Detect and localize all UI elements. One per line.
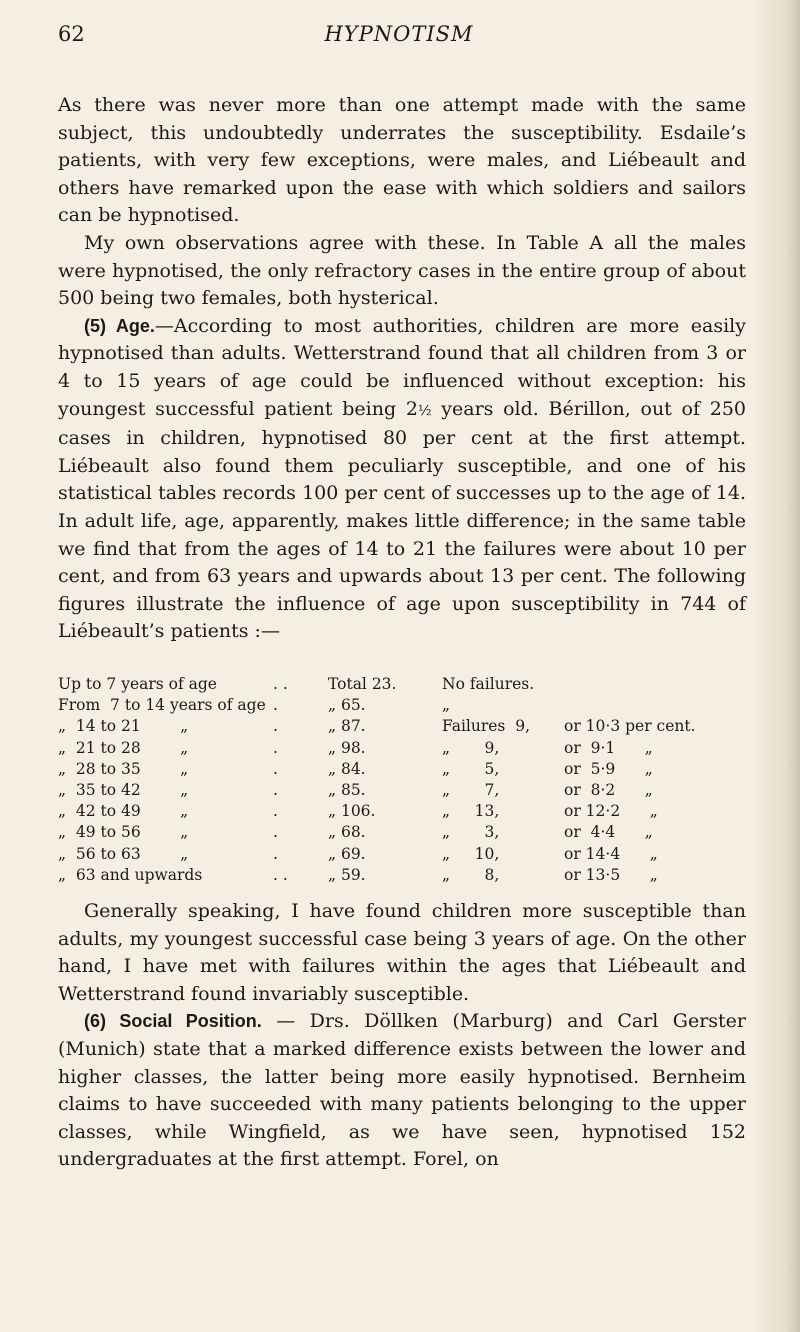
table-row xyxy=(58,695,758,716)
table-row xyxy=(58,759,758,780)
row-percent: or 14·4 „ xyxy=(564,844,658,863)
row-percent: or 8·2 „ xyxy=(564,780,653,799)
row-total: „ 65. xyxy=(328,696,366,715)
row-failures: No failures. xyxy=(442,675,535,693)
row-total: „ 85. xyxy=(328,780,366,799)
row-total: Total 23. xyxy=(328,675,397,693)
row-total: „ 59. xyxy=(328,865,366,884)
row-leader-dots: . xyxy=(273,696,278,715)
row-age-label: „ 49 to 56 „ xyxy=(58,823,189,842)
page-edge-shadow xyxy=(752,0,800,1332)
paragraph-1: As there was never more than one attempt made with the same subject, this undoubtedly underrates the susceptibility. Esdaile’s patients, with very few exceptions, were males, and Liébeault and others have remarked upon the ease with which soldiers and sailors can be hypnotised. xyxy=(58,94,746,227)
row-total: „ 68. xyxy=(328,823,366,842)
paragraph-3-text-a: —According to most authorities, children are more easily hypnotised than adults. Wetterstrand found that all children from 3 or 4 to 15 years of age could be influenced without exception: his youngest successful patient being 2 xyxy=(58,314,746,420)
row-leader-dots: . xyxy=(273,802,278,821)
row-leader-dots: . xyxy=(273,759,278,778)
table-row xyxy=(58,780,758,801)
table-row xyxy=(58,844,758,865)
paragraph-5-text: — Drs. Döllken (Marburg) and Carl Gerster (Munich) state that a marked difference exists between the lower and higher classes, the latter being more easily hypnotised. Bernheim claims to have succeeded with many patients belonging to the upper classes, while Wingfield, as we have seen, hypnotised 152 undergraduates at the first attempt. Forel, on xyxy=(58,1010,746,1171)
row-percent: or 4·4 „ xyxy=(564,823,653,842)
table-row xyxy=(58,716,758,737)
row-age-label: „ 42 to 49 „ xyxy=(58,802,189,821)
row-total: „ 87. xyxy=(328,717,366,736)
row-percent: or 9·1 „ xyxy=(564,738,653,757)
row-failures: „ 7, xyxy=(442,780,500,799)
paragraph-5 xyxy=(58,1008,746,1174)
paragraph-4: Generally speaking, I have found children more susceptible than adults, my youngest successful case being 3 years of age. On the other hand, I have met with failures within the ages that Liébeault and Wetterstrand found invariably susceptible. xyxy=(58,900,746,1005)
section-heading-social-position: (6) Social Position. xyxy=(84,1011,262,1032)
row-leader-dots: . xyxy=(273,780,278,799)
row-failures: „ 5, xyxy=(442,759,500,778)
table-row xyxy=(58,738,758,759)
row-failures: „ 10, xyxy=(442,844,500,863)
row-total: „ 84. xyxy=(328,759,366,778)
row-age-label: From 7 to 14 years of age xyxy=(58,696,266,715)
body-text-lower xyxy=(58,898,746,1174)
age-susceptibility-table xyxy=(58,674,758,886)
row-failures: Failures 9, xyxy=(442,717,531,736)
running-title: HYPNOTISM xyxy=(324,22,474,46)
paragraph-3-text-b: years old. Bérillon, out of 250 cases in children, hypnotised 80 per cent at the first attempt. Liébeault also found them peculiarly susceptible, and one of his statistical tables records 100 per cent of successes up to the age of 14. In adult life, age, apparently, makes little difference; in the same table we find that from the ages of 14 to 21 the failures were about 10 per cent, and from 63 years and upwards about 13 per cent. The following figures illustrate the influence of age upon susceptibility in 744 of Liébeault’s patients :— xyxy=(58,397,746,643)
paragraph-2: My own observations agree with these. In Table A all the males were hypnotised, the only refractory cases in the entire group of about 500 being two females, both hysterical. xyxy=(58,231,746,310)
table-row xyxy=(58,822,758,843)
section-heading-age: (5) Age. xyxy=(84,315,155,336)
row-failures: „ 8, xyxy=(442,865,500,884)
table-row xyxy=(58,865,758,886)
page-number: 62 xyxy=(58,22,85,46)
row-age-label: „ 21 to 28 „ xyxy=(58,738,189,757)
row-failures: „ 9, xyxy=(442,738,500,757)
row-total: „ 69. xyxy=(328,844,366,863)
row-age-label: „ 28 to 35 „ xyxy=(58,759,189,778)
page-header xyxy=(58,14,740,54)
row-leader-dots: . . xyxy=(273,675,288,693)
paragraph-3 xyxy=(58,313,746,646)
row-percent: or 5·9 „ xyxy=(564,759,653,778)
row-age-label: „ 14 to 21 „ xyxy=(58,717,189,736)
row-leader-dots: . xyxy=(273,717,278,736)
row-percent: or 10·3 per cent. xyxy=(564,717,696,736)
row-age-label: Up to 7 years of age xyxy=(58,675,217,693)
row-percent: or 12·2 „ xyxy=(564,802,658,821)
row-failures: „ 3, xyxy=(442,823,500,842)
row-leader-dots: . xyxy=(273,738,278,757)
row-leader-dots: . . xyxy=(273,865,288,884)
row-age-label: „ 63 and upwards xyxy=(58,865,203,884)
row-total: „ 98. xyxy=(328,738,366,757)
row-leader-dots: . xyxy=(273,844,278,863)
row-age-label: „ 56 to 63 „ xyxy=(58,844,189,863)
body-text-upper xyxy=(58,92,746,646)
row-total: „ 106. xyxy=(328,802,376,821)
fraction-half: ½ xyxy=(417,402,432,419)
row-failures: „ xyxy=(442,696,451,715)
row-leader-dots: . xyxy=(273,823,278,842)
row-age-label: „ 35 to 42 „ xyxy=(58,780,189,799)
row-failures: „ 13, xyxy=(442,802,500,821)
row-percent: or 13·5 „ xyxy=(564,865,658,884)
table-row xyxy=(58,801,758,822)
table-row xyxy=(58,674,758,695)
